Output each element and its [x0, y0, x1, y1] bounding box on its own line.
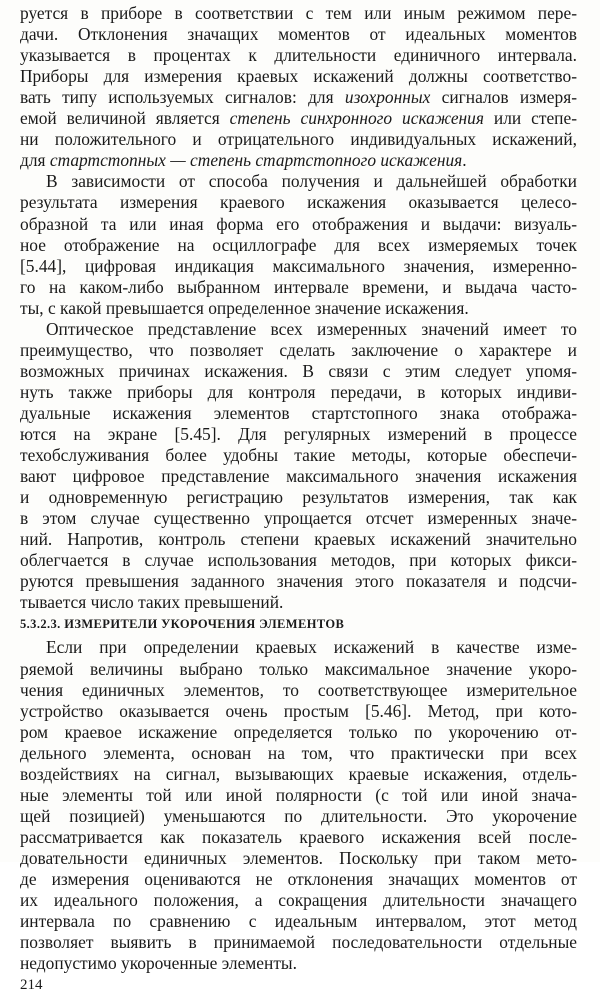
text-line: Приборы для измерения краевых искажений должны соответство- — [20, 66, 577, 87]
text-line: нуть также приборы для контроля передачи, в которых индиви- — [20, 381, 577, 402]
text-line: ний. Напротив, контроль степени краевых искажений значительно — [20, 529, 577, 550]
text-line: Если при определении краевых искажений в качестве изме- — [46, 637, 577, 658]
text-run: емой величиной является — [20, 108, 230, 129]
text-line: ряемой величины выбрано только максимальное значение укоро- — [20, 658, 577, 679]
text-line: указывается в процентах к длительности единичного интервала. — [20, 45, 577, 66]
text-run: для — [20, 150, 50, 171]
text-line: ты, с какой превышается определенное значение искажения. — [20, 297, 469, 318]
text-line: позволяет выявить в принимаемой последовательности отдельные — [20, 932, 577, 953]
text-line — [20, 107, 577, 129]
text-line: довательности единичных элементов. Поскольку при таком мето- — [20, 847, 577, 868]
section-heading: 5.3.2.3. ИЗМЕРИТЕЛИ УКОРОЧЕНИЯ ЭЛЕМЕНТОВ — [20, 617, 345, 632]
text-line: дачи. Отклонения значащих моментов от идеальных моментов — [20, 24, 577, 45]
text-line: недопустимо укороченные элементы. — [20, 953, 297, 974]
text-line: чения единичных элементов, то соответствующее измерительное — [20, 679, 577, 700]
text-line: интервала по сравнению с идеальным интервалом, этот метод — [20, 911, 577, 932]
text-line: ное отображение на осциллографе для всех измеряемых точек — [20, 234, 577, 255]
text-run: вать типу используемых сигналов: для — [20, 87, 345, 108]
text-line: их идеального положения, а сокращения длительности значащего — [20, 890, 577, 911]
emphasis-term: изохронных — [344, 87, 431, 108]
text-line: де измерения оцениваются не отклонения значащих моментов от — [20, 869, 577, 889]
text-line: дельного элемента, основан на том, что практически при всех — [20, 742, 577, 763]
text-line: устройство оказывается очень простым [5.46]. Метод, при кото- — [20, 700, 577, 721]
text-line: облегчается в случае использования методов, при которых фикси- — [20, 550, 577, 571]
text-line: [5.44], цифровая индикация максимального значения, измеренно- — [20, 255, 577, 276]
text-line: руется в приборе в соответствии с тем или иным режимом пере- — [20, 3, 577, 23]
text-line: возможных причинах искажения. В связи с этим следует упомя- — [20, 360, 577, 381]
text-line: образной та или иная форма его отображения и выдачи: визуаль- — [20, 213, 577, 234]
text-line: руются превышения заданного значения этого показателя и подсчи- — [20, 571, 577, 592]
text-line: и одновременную регистрацию результатов измерения, так как — [20, 487, 577, 508]
emphasis-term: стартстопных — степень стартстопного искажения — [49, 150, 463, 171]
text-line: результата измерения краевого искажения оказывается целесо- — [20, 192, 577, 213]
page-number: 214 — [20, 977, 43, 994]
text-line — [20, 149, 577, 171]
text-line: воздействиях на сигнал, вызывающих краевые искажения, отдель- — [20, 763, 577, 784]
text-line: ни положительного и отрицательного индивидуальных искажений, — [20, 129, 577, 150]
text-run: сигналов измеря- — [430, 87, 577, 108]
text-line: щей позицией) уменьшаются по длительности. Это укорочение — [20, 805, 577, 826]
text-line: техобслуживания более удобны такие методы, которые обеспечи- — [20, 445, 577, 466]
text-run: . — [462, 150, 467, 171]
text-line: ные элементы той или иной полярности (с той или иной знача- — [20, 784, 577, 805]
text-line: вают цифровое представление максимального значения искажения — [20, 466, 577, 487]
text-line: в этом случае существенно упрощается отсчет измеренных значе- — [20, 508, 577, 529]
text-run: или степе- — [483, 108, 577, 129]
text-line: рассматривается как показатель краевого искажения всей после- — [20, 826, 577, 847]
text-line: Оптическое представление всех измеренных значений имеет то — [46, 318, 577, 339]
text-line: ются на экране [5.45]. Для регулярных измерений в процессе — [20, 424, 577, 444]
text-line: тывается число таких превышений. — [20, 592, 284, 613]
emphasis-term: степень синхронного искажения — [229, 108, 484, 129]
text-line — [20, 86, 577, 108]
text-line: го на каком-либо выбранном интервале времени, и выдача часто- — [20, 276, 577, 297]
text-line: дуальные искажения элементов стартстопного знака отобража- — [20, 402, 577, 423]
text-line: ром краевое искажение определяется только по укорочению от- — [20, 721, 577, 742]
text-line: преимущество, что позволяет сделать заключение о характере и — [20, 339, 577, 360]
text-line: В зависимости от способа получения и дальнейшей обработки — [46, 171, 577, 192]
